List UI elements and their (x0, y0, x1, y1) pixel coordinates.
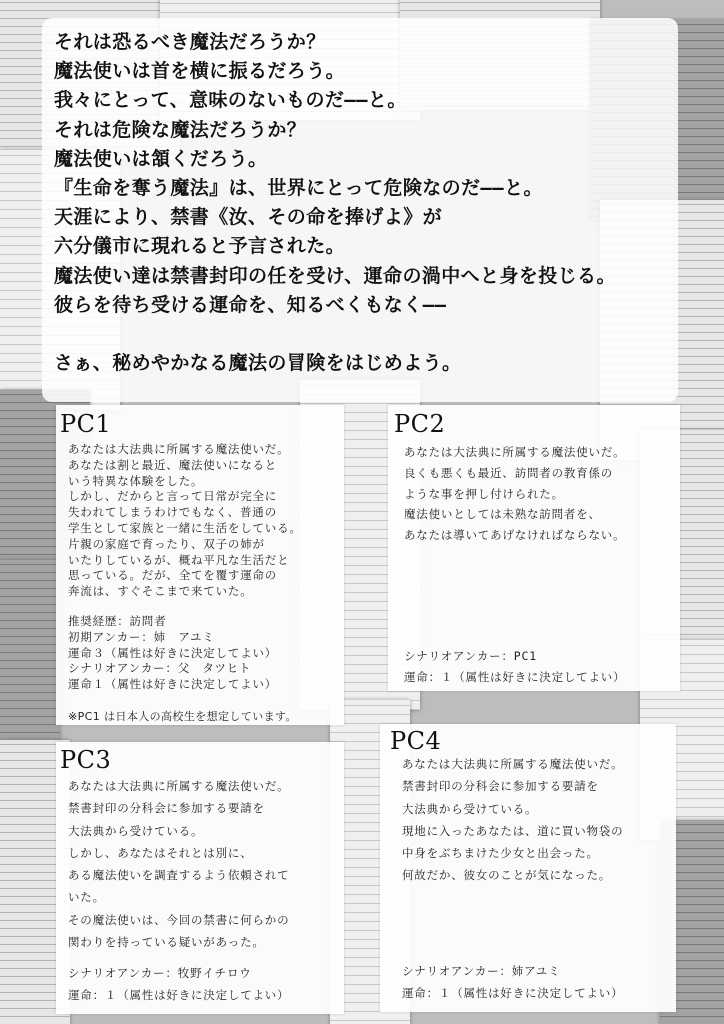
text-line: 魔法使いとしては未熟な訪問者を、 (404, 507, 601, 522)
text-line: 良くも悪くも最近、訪問者の教育係の (404, 465, 614, 480)
text-line: 運命１（属性は好きに決定してよい） (68, 677, 278, 692)
text-line: いた。 (68, 890, 105, 905)
text-line: あなたは大法典に所属する魔法使いだ。 (68, 442, 290, 456)
text-line: しかし、あなたはそれとは別に、 (68, 845, 253, 860)
text-line: 運命３（属性は好きに決定してよい） (68, 645, 278, 660)
pc1-details (68, 614, 277, 693)
intro-line: 我々にとって、意味のないものだ――と。 (54, 89, 407, 112)
intro-line: 『生命を奪う魔法』は、世界にとって危険なのだ――と。 (54, 177, 543, 200)
intro-line: 天涯により、禁書《汝、その命を捧げよ》が (54, 206, 443, 229)
text-line: 運命：１（属性は好きに決定してよい） (404, 670, 626, 684)
text-line: 大法典から受けている。 (68, 823, 204, 838)
intro-line: それは恐るべき魔法だろうか？ (54, 31, 326, 53)
text-line: 何故だか、彼女のことが気になった。 (402, 868, 612, 883)
text-line: しかし、だからと言って日常が完全に (68, 489, 278, 504)
text-line: シナリオアンカー：PC1 (404, 649, 537, 663)
pc1-note: ※PC1 は日本人の高校生を想定しています。 (68, 710, 297, 723)
pc2-title: PC2 (394, 410, 446, 438)
pc1-title: PC1 (60, 410, 112, 438)
text-line: 中身をぶちまけた少女と出会った。 (402, 846, 599, 861)
text-line: 現地に入ったあなたは、道に買い物袋の (402, 823, 624, 838)
text-line: あなたは大法典に所属する魔法使いだ。 (402, 757, 624, 771)
text-line: シナリオアンカー：姉アユミ (402, 964, 561, 978)
text-line: 失われてしまうわけでもなく、普通の (68, 505, 277, 520)
pc3-title: PC3 (60, 746, 112, 774)
text-line: あなたは割と最近、魔法使いになると (68, 457, 278, 472)
book-page-scrap (0, 560, 60, 760)
text-line: いう特異な体験をした。 (68, 473, 204, 488)
text-line: いたりしているが、概ね平凡な生活だと (68, 552, 290, 567)
intro-line: 六分儀市に現れると予言された。 (54, 235, 346, 258)
text-line: その魔法使いは、今回の禁書に何らかの (68, 912, 290, 927)
text-line: あなたは導いてあげなければならない。 (404, 528, 626, 543)
text-line: あなたは大法典に所属する魔法使いだ。 (68, 779, 290, 793)
text-line: 推奨経歴：訪問者 (68, 614, 167, 628)
intro-line: 魔法使いは首を横に振るだろう。 (54, 60, 346, 83)
intro-line: 魔法使いは頷くだろう。 (54, 147, 268, 170)
intro-line: さぁ、秘めやかなる魔法の冒険をはじめよう。 (54, 352, 462, 375)
text-line: 学生として家族と一緒に生活をしている。 (68, 520, 302, 535)
pc4-title: PC4 (390, 727, 442, 755)
text-line: 片親の家庭で育ったり、双子の姉が (68, 536, 265, 551)
intro-line: 魔法使い達は禁書封印の任を受け、運命の渦中へと身を投じる。 (54, 264, 616, 287)
text-line: シナリオアンカー：父 タツヒト (68, 661, 252, 676)
text-line: ある魔法使いを調査するよう依頼されて (68, 868, 290, 883)
pc4-details (402, 960, 623, 1004)
intro-line: 彼らを待ち受ける運命を、知るべくもなく―― (54, 293, 447, 316)
pc4-description (402, 753, 623, 887)
text-line: 関わりを持っている疑いがあった。 (68, 935, 265, 950)
text-line: 運命：１（属性は好きに決定してよい） (402, 986, 624, 1000)
pc2-details (404, 646, 625, 688)
text-line: 禁書封印の分科会に参加する要請を (402, 779, 599, 794)
text-line: あなたは大法典に所属する魔法使いだ。 (404, 445, 626, 459)
text-line: 禁書封印の分科会に参加する要請を (68, 801, 265, 816)
text-line: 大法典から受けている。 (402, 801, 538, 816)
text-line: 思っている。だが、全てを覆す運命の (68, 568, 278, 583)
text-line: シナリオアンカー：牧野イチロウ (68, 966, 252, 980)
text-line: 奔流は、すぐそこまで来ていた。 (68, 584, 253, 599)
intro-line: それは危険な魔法だろうか？ (54, 118, 307, 141)
text-line: ような事を押し付けられた。 (404, 486, 564, 501)
pc3-details (68, 962, 289, 1006)
pc1-description (68, 442, 302, 600)
text-line: 運命：１（属性は好きに決定してよい） (68, 988, 290, 1002)
pc2-description (404, 442, 625, 546)
intro-text (54, 28, 616, 378)
pc3-description (68, 775, 289, 953)
text-line: 初期アンカー：姉 アユミ (68, 629, 215, 644)
